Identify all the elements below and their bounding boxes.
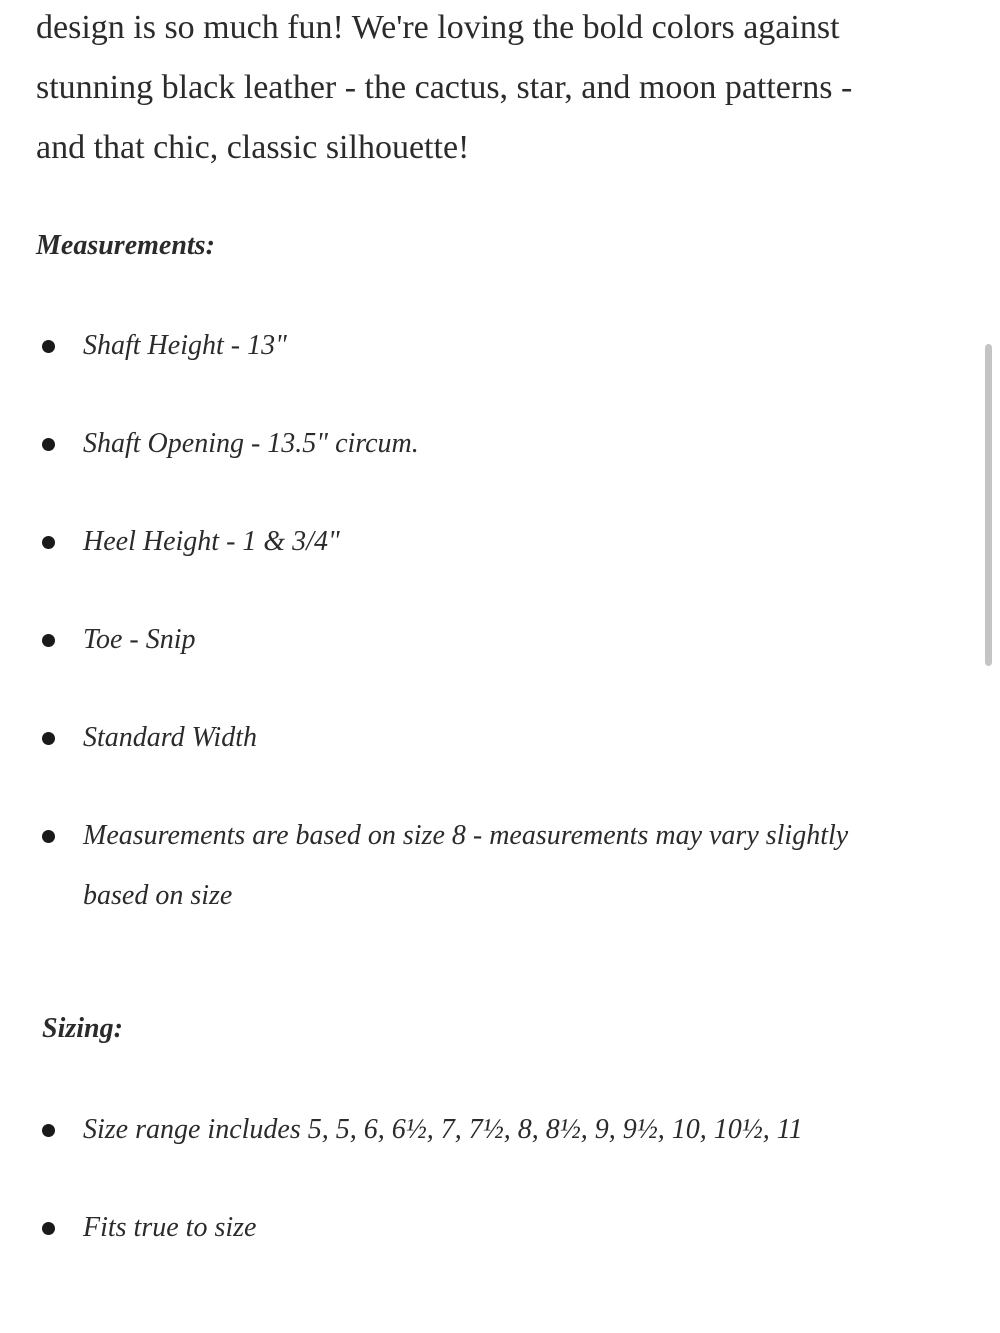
- bullet-icon: [42, 732, 55, 745]
- list-item-text: Shaft Opening - 13.5" circum.: [83, 428, 419, 459]
- intro-paragraph: [36, 0, 956, 178]
- list-item-text: Fits true to size: [83, 1212, 257, 1243]
- bullet-icon: [42, 634, 55, 647]
- bullet-icon: [42, 1124, 55, 1137]
- list-item-text: Heel Height - 1 & 3/4": [83, 526, 340, 557]
- scrollbar-thumb[interactable]: [985, 344, 992, 666]
- list-item-text: Size range includes 5, 5, 6, 6½, 7, 7½, 8, 8½, 9, 9½, 10, 10½, 11: [83, 1114, 803, 1145]
- measurements-heading: Measurements:: [36, 230, 215, 261]
- bullet-icon: [42, 536, 55, 549]
- list-item-text: Shaft Height - 13": [83, 330, 287, 361]
- list-item-text: Toe - Snip: [83, 624, 196, 655]
- intro-line: design is so much fun! We're loving the bold colors against: [36, 9, 840, 46]
- sizing-heading: Sizing:: [42, 1013, 123, 1044]
- list-item-text: Standard Width: [83, 722, 257, 753]
- bullet-icon: [42, 340, 55, 353]
- list-item-line: based on size: [83, 880, 233, 911]
- intro-line: and that chic, classic silhouette!: [36, 129, 470, 166]
- bullet-icon: [42, 830, 55, 843]
- list-item-line: Measurements are based on size 8 - measurements may vary slightly: [83, 820, 849, 851]
- list-item-text: [83, 806, 848, 926]
- bullet-icon: [42, 438, 55, 451]
- bullet-icon: [42, 1222, 55, 1235]
- intro-line: stunning black leather - the cactus, star, and moon patterns -: [36, 69, 853, 106]
